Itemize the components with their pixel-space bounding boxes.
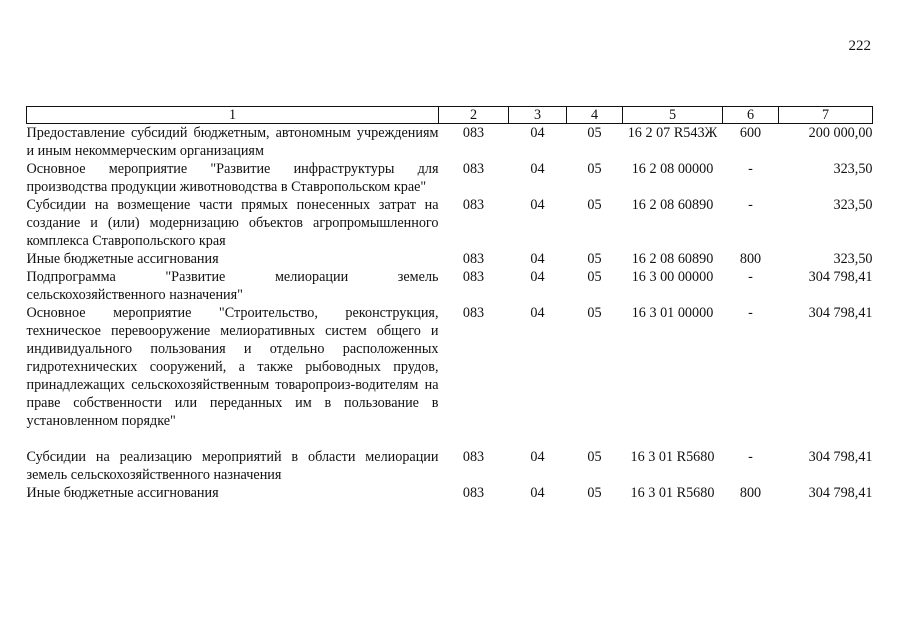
row-target-article: 16 3 01 00000: [631, 305, 714, 321]
table-row: [27, 448, 873, 484]
row-expense-type: -: [748, 449, 753, 465]
row-section: 04: [530, 305, 545, 321]
column-header: 6: [723, 107, 779, 124]
row-expense-type: -: [748, 161, 753, 177]
row-expense-type: -: [748, 305, 753, 321]
row-amount: 323,50: [833, 251, 873, 267]
column-header: 5: [623, 107, 723, 124]
row-ministry-code: 083: [462, 161, 485, 177]
header-row: [27, 107, 873, 124]
row-spacer: [27, 430, 873, 448]
table-row: [27, 250, 873, 268]
row-section: 04: [530, 485, 545, 501]
row-amount: 304 798,41: [808, 269, 873, 285]
row-expense-type: 800: [739, 251, 762, 267]
row-name: Основное мероприятие "Строительство, реконструкция, техническое перевооружение мелиоративных систем общего и индивидуального пользования и отдельно расположенных гидротехнических сооружений, а также рыбоводных прудов, принадлежащих сельскохозяйственным товаропроиз-водителям на праве собственности или переданных им в пользование в установленном порядке": [26, 305, 439, 429]
row-section: 04: [530, 251, 545, 267]
table-row: [27, 484, 873, 502]
row-expense-type: 800: [739, 485, 762, 501]
row-section: 04: [530, 125, 545, 141]
row-target-article: 16 2 08 00000: [631, 161, 714, 177]
row-target-article: 16 3 00 00000: [631, 269, 714, 285]
row-amount: 200 000,00: [808, 125, 873, 141]
row-name: Подпрограмма "Развитие мелиорации земель сельскохозяйственного назначения": [26, 269, 439, 303]
row-ministry-code: 083: [462, 125, 485, 141]
row-ministry-code: 083: [462, 485, 485, 501]
row-section: 04: [530, 449, 545, 465]
row-name: Основное мероприятие "Развитие инфраструктуры для производства продукции животноводства в Ставропольском крае": [26, 161, 439, 195]
table-row: [27, 268, 873, 304]
column-header: 2: [439, 107, 509, 124]
table-row: [27, 304, 873, 430]
row-name: Субсидии на возмещение части прямых понесенных затрат на создание и (или) модернизацию объектов агропромышленного комплекса Ставропольского края: [26, 197, 439, 249]
row-subsection: 05: [587, 449, 602, 465]
row-name: Субсидии на реализацию мероприятий в области мелиорации земель сельскохозяйственного назначения: [26, 449, 439, 483]
row-amount: 323,50: [833, 197, 873, 213]
row-amount: 323,50: [833, 161, 873, 177]
row-amount: 304 798,41: [808, 305, 873, 321]
row-subsection: 05: [587, 485, 602, 501]
row-ministry-code: 083: [462, 449, 485, 465]
row-expense-type: 600: [739, 125, 762, 141]
row-target-article: 16 2 08 60890: [631, 251, 714, 267]
row-section: 04: [530, 269, 545, 285]
column-header: 4: [567, 107, 623, 124]
row-subsection: 05: [587, 305, 602, 321]
row-ministry-code: 083: [462, 251, 485, 267]
row-section: 04: [530, 197, 545, 213]
column-header: 3: [509, 107, 567, 124]
row-target-article: 16 2 08 60890: [631, 197, 714, 213]
row-subsection: 05: [587, 125, 602, 141]
row-target-article: 16 3 01 R5680: [630, 449, 715, 465]
row-subsection: 05: [587, 161, 602, 177]
table-row: [27, 124, 873, 161]
row-expense-type: -: [748, 197, 753, 213]
row-name: Иные бюджетные ассигнования: [26, 251, 219, 267]
row-ministry-code: 083: [462, 197, 485, 213]
table-row: [27, 160, 873, 196]
row-subsection: 05: [587, 269, 602, 285]
row-target-article: 16 3 01 R5680: [630, 485, 715, 501]
row-subsection: 05: [587, 197, 602, 213]
row-expense-type: -: [748, 269, 753, 285]
row-amount: 304 798,41: [808, 449, 873, 465]
row-name: Предоставление субсидий бюджетным, автономным учреждениям и иным некоммерческим организациям: [26, 125, 439, 159]
column-header: 1: [27, 107, 439, 124]
budget-table: [26, 106, 873, 502]
row-name: Иные бюджетные ассигнования: [26, 485, 219, 501]
row-ministry-code: 083: [462, 269, 485, 285]
row-section: 04: [530, 161, 545, 177]
row-amount: 304 798,41: [808, 485, 873, 501]
row-ministry-code: 083: [462, 305, 485, 321]
page-number: 222: [848, 38, 871, 54]
column-header: 7: [779, 107, 873, 124]
table-row: [27, 196, 873, 250]
row-target-article: 16 2 07 R543Ж: [627, 125, 718, 141]
row-subsection: 05: [587, 251, 602, 267]
